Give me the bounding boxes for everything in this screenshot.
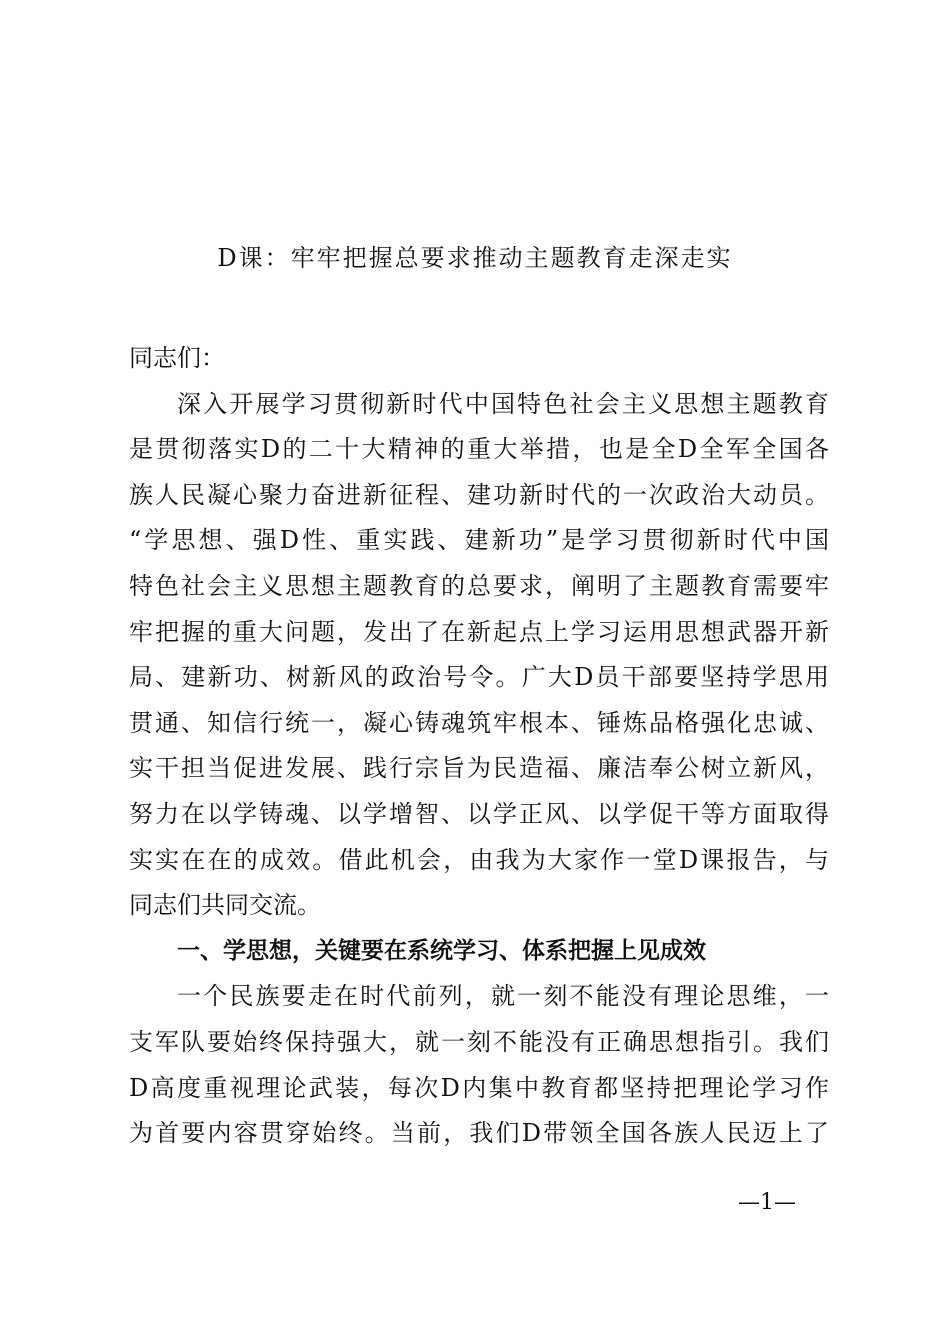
paragraph-1-line-5: 特色社会主义思想主题教育的总要求，阐明了主题教育需要牢 — [129, 571, 829, 600]
paragraph-2-line-3: D高度重视理论武装，每次D内集中教育都坚持把理论学习作 — [129, 1073, 829, 1102]
section-heading-1: 一、学思想，关键要在系统学习、体系把握上见成效 — [177, 937, 706, 964]
paragraph-2-line-4: 为首要内容贯穿始终。当前，我们D带领全国各族人民迈上了 — [129, 1119, 829, 1148]
paragraph-1-line-9: 实干担当促进发展、践行宗旨为民造福、廉洁奉公树立新风， — [129, 754, 829, 783]
paragraph-1-line-3: 族人民凝心聚力奋进新征程、建功新时代的一次政治大动员。 — [129, 480, 829, 509]
paragraph-1-line-11: 实实在在的成效。借此机会，由我为大家作一堂D课报告，与 — [129, 845, 829, 874]
page-number: —1— — [738, 1190, 796, 1215]
paragraph-2-line-1: 一个民族要走在时代前列，就一刻不能没有理论思维，一 — [177, 982, 829, 1011]
paragraph-1-line-6: 牢把握的重大问题，发出了在新起点上学习运用思想武器开新 — [129, 617, 829, 646]
document-title: D课：牢牢把握总要求推动主题教育走深走实 — [217, 244, 733, 272]
salutation: 同志们： — [129, 344, 225, 372]
paragraph-1-line-4: “学思想、强D性、重实践、建新功”是学习贯彻新时代中国 — [129, 526, 829, 555]
paragraph-2-line-2: 支军队要始终保持强大，就一刻不能没有正确思想指引。我们 — [129, 1027, 829, 1056]
paragraph-1-line-2: 是贯彻落实D的二十大精神的重大举措，也是全D全军全国各 — [129, 435, 829, 464]
paragraph-1-line-8: 贯通、知信行统一，凝心铸魂筑牢根本、锤炼品格强化忠诚、 — [129, 708, 829, 737]
paragraph-1-line-12: 同志们共同交流。 — [129, 891, 321, 920]
paragraph-1-line-1: 深入开展学习贯彻新时代中国特色社会主义思想主题教育 — [177, 389, 829, 418]
paragraph-1-line-10: 努力在以学铸魂、以学增智、以学正风、以学促干等方面取得 — [129, 799, 829, 828]
document-body — [129, 336, 829, 1157]
paragraph-1-line-7: 局、建新功、树新风的政治号令。广大D员干部要坚持学思用 — [129, 663, 829, 692]
